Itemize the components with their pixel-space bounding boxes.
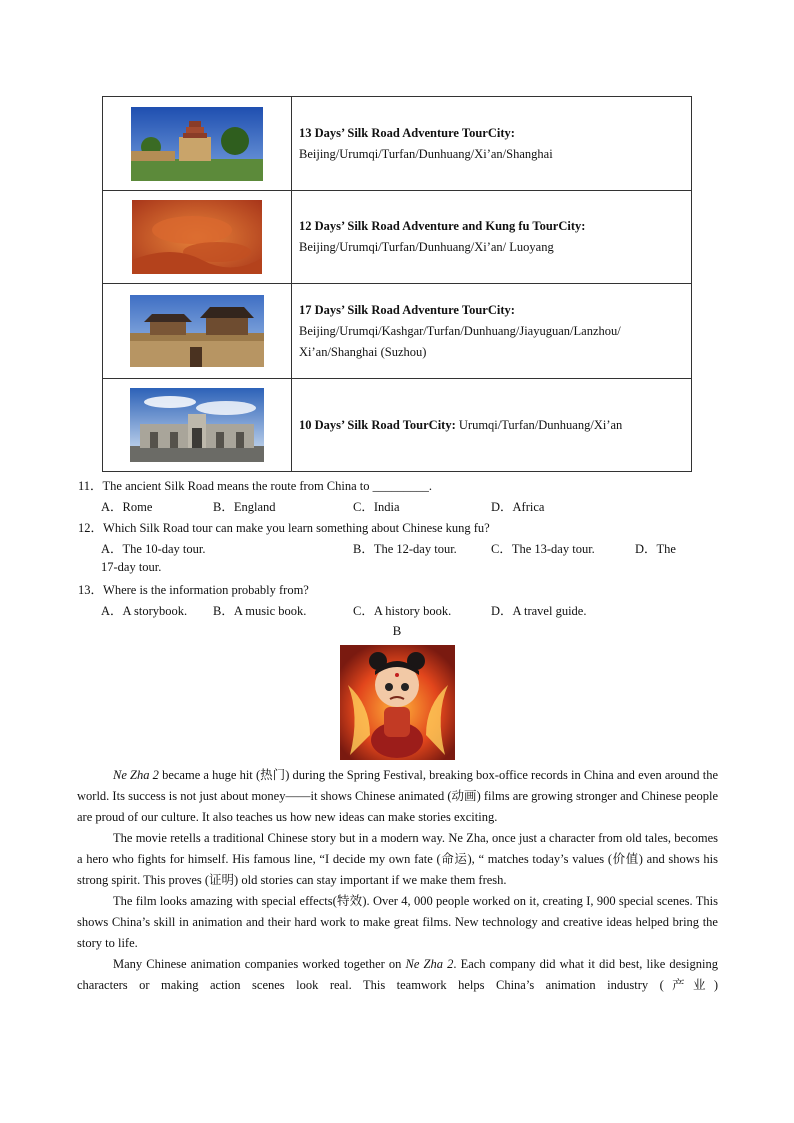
tour-route: Beijing/Urumqi/Turfan/Dunhuang/Xi’an/Shanghai bbox=[299, 146, 553, 161]
question-13 bbox=[78, 580, 309, 598]
movie-title: Ne Zha 2 bbox=[113, 768, 159, 782]
option-b: B．A music book. bbox=[213, 604, 307, 618]
tour-title: 17 Days’ Silk Road Adventure TourCity: bbox=[299, 302, 515, 317]
option-a: A．The 10-day tour. bbox=[101, 542, 206, 556]
tour-route-continued: Xi’an/Shanghai (Suzhou) bbox=[299, 344, 427, 359]
paragraph-1-text: became a huge hit (热门) during the Spring Festival, breaking box-office records in China and even around the world. Its success is not just about money——it shows Chinese animated (动画) films are growing stronger and Chinese people are proud of our culture. It also teaches us how new ideas can make stories exciting. bbox=[77, 768, 718, 824]
tour-route: Beijing/Urumqi/Kashgar/Turfan/Dunhuang/Jiayuguan/Lanzhou/ bbox=[299, 323, 621, 338]
question-11 bbox=[78, 476, 432, 494]
stone-ruins-photo bbox=[130, 388, 264, 462]
tour-table bbox=[102, 96, 692, 472]
paragraph-3: The film looks amazing with special effects(特效). Over 4, 000 people worked on it, creating I, 900 special scenes. This shows China’s skill in animation and their hard work to make great films. New technology and creative ideas helped bring the story to life. bbox=[77, 894, 718, 950]
paragraph-4-text: . Each company did what it did best, like designing characters or making action scenes look real. This teamwork helps China’s animation industry (产业) bbox=[77, 957, 718, 992]
question-number: 12． bbox=[78, 521, 104, 535]
paragraph-4-start: Many Chinese animation companies worked together on bbox=[113, 957, 406, 971]
option-c: C．A history book. bbox=[353, 604, 452, 618]
tour-info bbox=[292, 379, 692, 472]
tour-row bbox=[103, 284, 692, 379]
tour-title: 10 Days’ Silk Road TourCity: bbox=[299, 417, 456, 432]
tour-image-cell bbox=[103, 284, 292, 379]
tour-image-cell bbox=[103, 379, 292, 472]
question-text: The ancient Silk Road means the route from China to _________. bbox=[102, 479, 432, 493]
ne-zha-poster bbox=[340, 645, 455, 760]
paragraph-1 bbox=[77, 765, 718, 828]
option-d: D．A travel guide. bbox=[491, 604, 587, 618]
option-c: C．India bbox=[353, 500, 400, 514]
option-d: D．The bbox=[635, 542, 676, 556]
option-d-continued: 17-day tour. bbox=[101, 560, 162, 574]
question-text: Which Silk Road tour can make you learn something about Chinese kung fu? bbox=[103, 521, 490, 535]
paragraph-4 bbox=[77, 954, 718, 996]
fortress-gate-photo bbox=[130, 295, 264, 367]
tour-route: Urumqi/Turfan/Dunhuang/Xi’an bbox=[455, 417, 623, 432]
tour-row bbox=[103, 97, 692, 191]
article-body bbox=[77, 765, 718, 996]
option-b: B．England bbox=[213, 500, 276, 514]
tour-info bbox=[292, 191, 692, 284]
tour-info bbox=[292, 97, 692, 191]
tour-title: 13 Days’ Silk Road Adventure TourCity: bbox=[299, 125, 515, 140]
option-d: D．Africa bbox=[491, 500, 545, 514]
section-label: B bbox=[392, 623, 402, 638]
option-c: C．The 13-day tour. bbox=[491, 542, 595, 556]
option-a: A．Rome bbox=[101, 500, 153, 514]
question-number: 11． bbox=[78, 479, 103, 493]
paragraph-2: The movie retells a traditional Chinese story but in a modern way. Ne Zha, once just a character from old tales, becomes a hero who fights for himself. His famous line, “I decide my own fate (命运), “ matches today’s values (价值) and shows his strong spirit. This proves (证明) old stories can stay important if we make them fresh. bbox=[77, 831, 718, 887]
tour-info bbox=[292, 284, 692, 379]
red-rock-photo bbox=[132, 200, 262, 274]
question-number: 13． bbox=[78, 583, 104, 597]
desert-pagoda-photo bbox=[131, 107, 263, 181]
movie-title: Ne Zha 2 bbox=[405, 957, 454, 971]
tour-row bbox=[103, 191, 692, 284]
tour-image-cell bbox=[103, 97, 292, 191]
tour-row bbox=[103, 379, 692, 472]
tour-image-cell bbox=[103, 191, 292, 284]
tour-title: 12 Days’ Silk Road Adventure and Kung fu TourCity: bbox=[299, 219, 586, 233]
option-b: B．The 12-day tour. bbox=[353, 542, 457, 556]
option-a: A．A storybook. bbox=[101, 604, 188, 618]
question-12 bbox=[78, 518, 490, 536]
tour-route: Beijing/Urumqi/Turfan/Dunhuang/Xi’an/ Luoyang bbox=[299, 240, 554, 254]
question-text: Where is the information probably from? bbox=[103, 583, 309, 597]
